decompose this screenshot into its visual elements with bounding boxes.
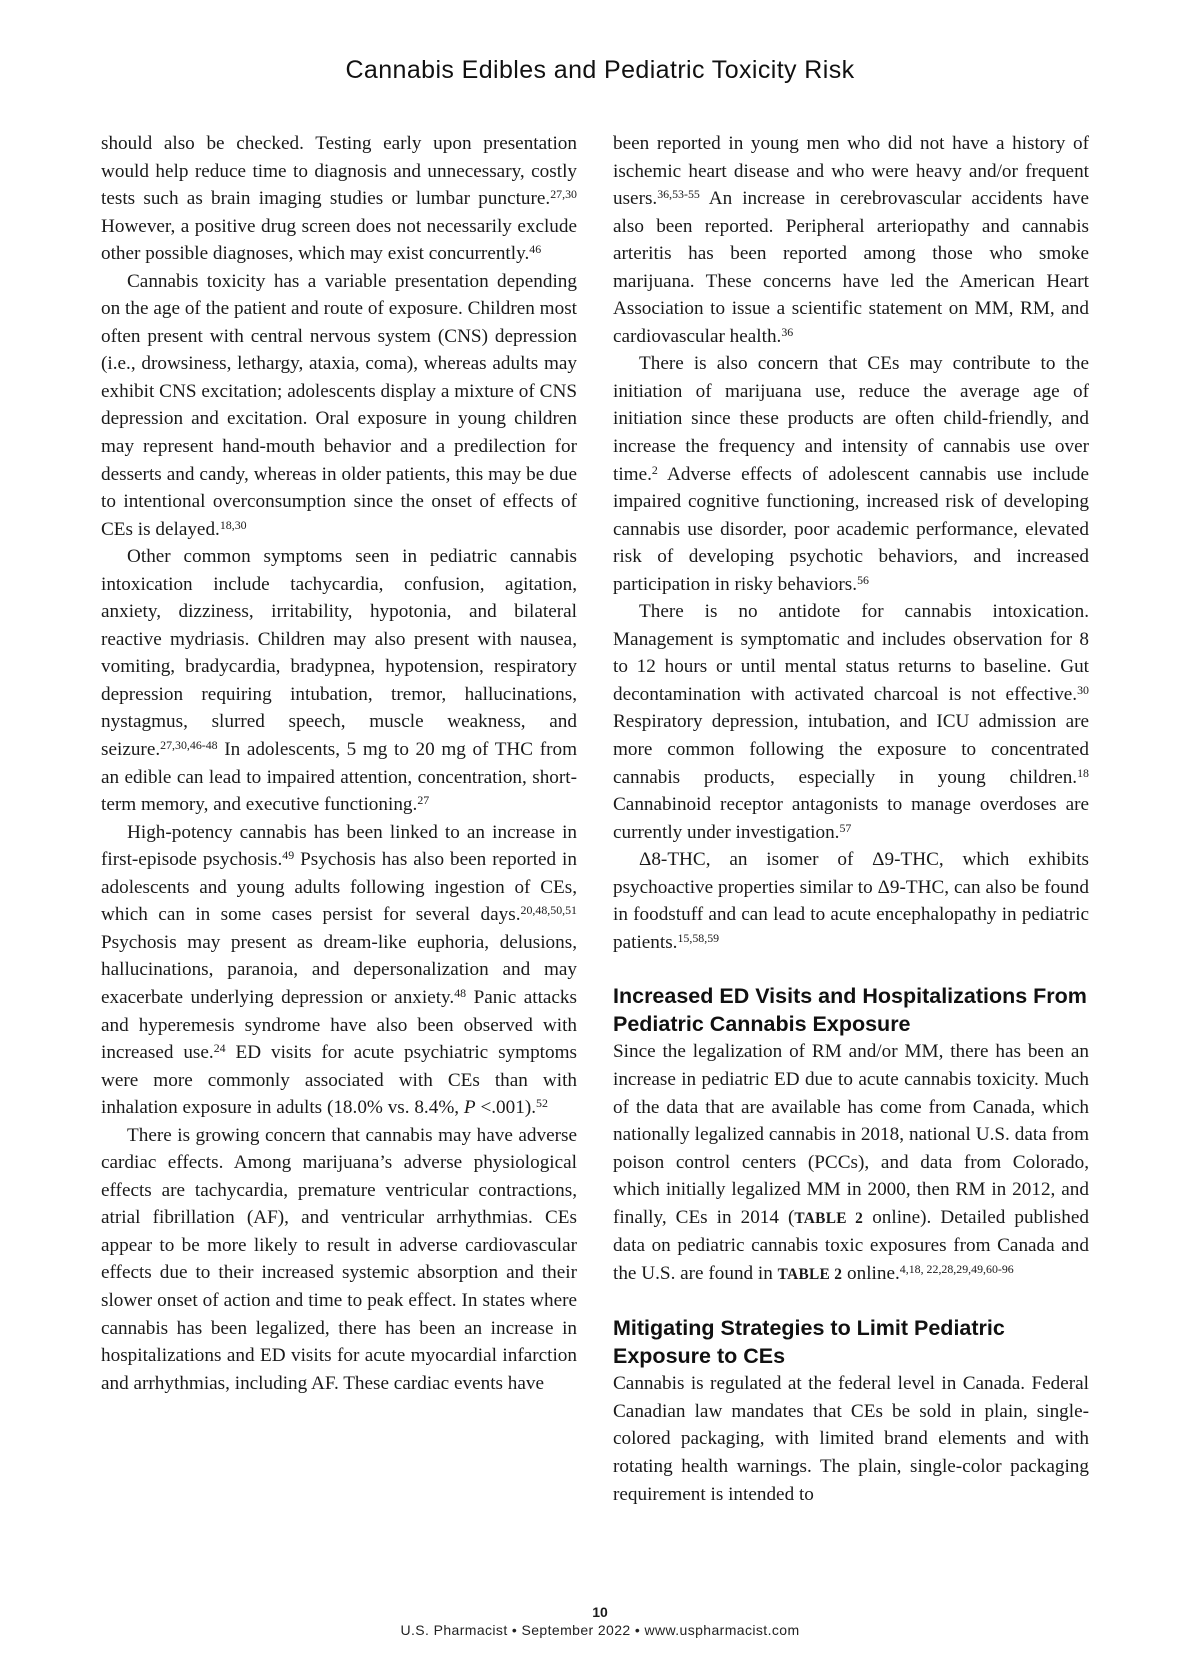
paragraph: Other common symptoms seen in pediatric cannabis intoxication include tachycardia, confusion, agitation, anxiety, dizziness, irritability, hypotonia, and bilateral reactive mydriasis. Children may also present with nausea, vomiting, bradycardia, bradypnea, hypotension, respiratory depression requiring intubation, tremor, hallucinations, nystagmus, slurred speech, muscle weakness, and seizure.$^{27,30,46-48}$ In adolescents, 5 mg to 20 mg of THC from an edible can lead to impaired attention, concentration, short-term memory, and executive functioning.$^{27}$	[101, 546, 577, 816]
section-heading: Mitigating Strategies to Limit Pediatric Exposure to CEs	[613, 1316, 1005, 1368]
running-head: Cannabis Edibles and Pediatric Toxicity Risk	[345, 56, 855, 84]
paragraph: Cannabis is regulated at the federal level in Canada. Federal Canadian law mandates that CEs be sold in plain, single-colored packaging, with limited brand elements and with rotating health warnings. The plain, single-color packaging requirement is intended to	[613, 1373, 1089, 1505]
right-column	[613, 130, 1089, 1508]
paragraph: Δ8-THC, an isomer of Δ9-THC, which exhibits psychoactive properties similar to Δ9-THC, can also be found in foodstuff and can lead to acute encephalopathy in pediatric patients.$^{15,58,59}$	[613, 849, 1089, 953]
paragraph: There is also concern that CEs may contribute to the initiation of marijuana use, reduce the average age of initiation since these products are often child-friendly, and increase the frequency and intensity of cannabis use over time.$^2$ Adverse effects of adolescent cannabis use include impaired cognitive functioning, increased risk of developing cannabis use disorder, poor academic performance, elevated risk of developing psychotic behaviors, and increased participation in risky behaviors.$^{56}$	[613, 353, 1089, 595]
left-column	[101, 130, 577, 1397]
paragraph: There is no antidote for cannabis intoxication. Management is symptomatic and includes observation for 8 to 12 hours or until mental status returns to baseline. Gut decontamination with activated charcoal is not effective.$^{30}$ Respiratory depression, intubation, and ICU admission are more common following the exposure to concentrated cannabis products, especially in young children.$^{18}$ Cannabinoid receptor antagonists to manage overdoses are currently under investigation.$^{57}$	[613, 601, 1089, 843]
section-heading: Increased ED Visits and Hospitalizations From Pediatric Cannabis Exposure	[613, 984, 1087, 1036]
page-number: 10	[592, 1604, 608, 1620]
footer-credit: U.S. Pharmacist • September 2022 • www.uspharmacist.com	[400, 1622, 800, 1638]
paragraph: High-potency cannabis has been linked to an increase in first-episode psychosis.$^{49}$ Psychosis has also been reported in adolescents and young adults following ingestion of CEs, which can in some cases persist for several days.$^{20,48,50,51}$ Psychosis may present as dream-like euphoria, delusions, hallucinations, paranoia, and depersonalization and may exacerbate underlying depression or anxiety.$^{48}$ Panic attacks and hyperemesis syndrome have also been observed with increased use.$^{24}$ ED visits for acute psychiatric symptoms were more commonly associated with CEs than with inhalation exposure in adults (18.0% vs. 8.4%, P <.001).$^{52}$	[101, 821, 577, 1119]
paragraph: Since the legalization of RM and/or MM, there has been an increase in pediatric ED due to acute cannabis toxicity. Much of the data that are available has come from Canada, which nationally legalized cannabis in 2018, national U.S. data from poison control centers (PCCs), and data from Colorado, which initially legalized MM in 2000, then RM in 2012, and finally, CEs in 2014 (TABLE 2 online). Detailed published data on pediatric cannabis toxic exposures from Canada and the U.S. are found in TABLE 2 online.$^{4,18, 22,28,29,49,60-96}$	[613, 1041, 1089, 1284]
paragraph: Cannabis toxicity has a variable presentation depending on the age of the patient and route of exposure. Children most often present with central nervous system (CNS) depression (i.e., drowsiness, lethargy, ataxia, coma), whereas adults may exhibit CNS excitation; adolescents display a mixture of CNS depression and excitation. Oral exposure in young children may represent hand-mouth behavior and a predilection for desserts and candy, whereas in older patients, this may be due to intentional overconsumption since the onset of effects of CEs is delayed.$^{18,30}$	[101, 270, 577, 540]
paragraph: There is growing concern that cannabis may have adverse cardiac effects. Among marijuana’s adverse physiological effects are tachycardia, premature ventricular contractions, atrial fibrillation (AF), and ventricular arrhythmias. CEs appear to be more likely to result in adverse cardiovascular effects due to their increased systemic absorption and their slower onset of action and time to peak effect. In states where cannabis has been legalized, there has been an increase in hospitalizations and ED visits for acute myocardial infarction and arrhythmias, including AF. These cardiac events have	[101, 1124, 577, 1394]
paragraph: should also be checked. Testing early upon presentation would help reduce time to diagnosis and unnecessary, costly tests such as brain imaging studies or lumbar puncture.$^{27,30}$ However, a positive drug screen does not necessarily exclude other possible diagnoses, which may exist concurrently.$^{46}$	[101, 133, 577, 265]
paragraph: been reported in young men who did not have a history of ischemic heart disease and who were heavy and/or frequent users.$^{36,53-55}$ An increase in cerebrovascular accidents have also been reported. Peripheral arteriopathy and cannabis arteritis has been reported among those who smoke marijuana. These concerns have led the American Heart Association to issue a scientific statement on MM, RM, and cardiovascular health.$^{36}$	[613, 133, 1089, 347]
